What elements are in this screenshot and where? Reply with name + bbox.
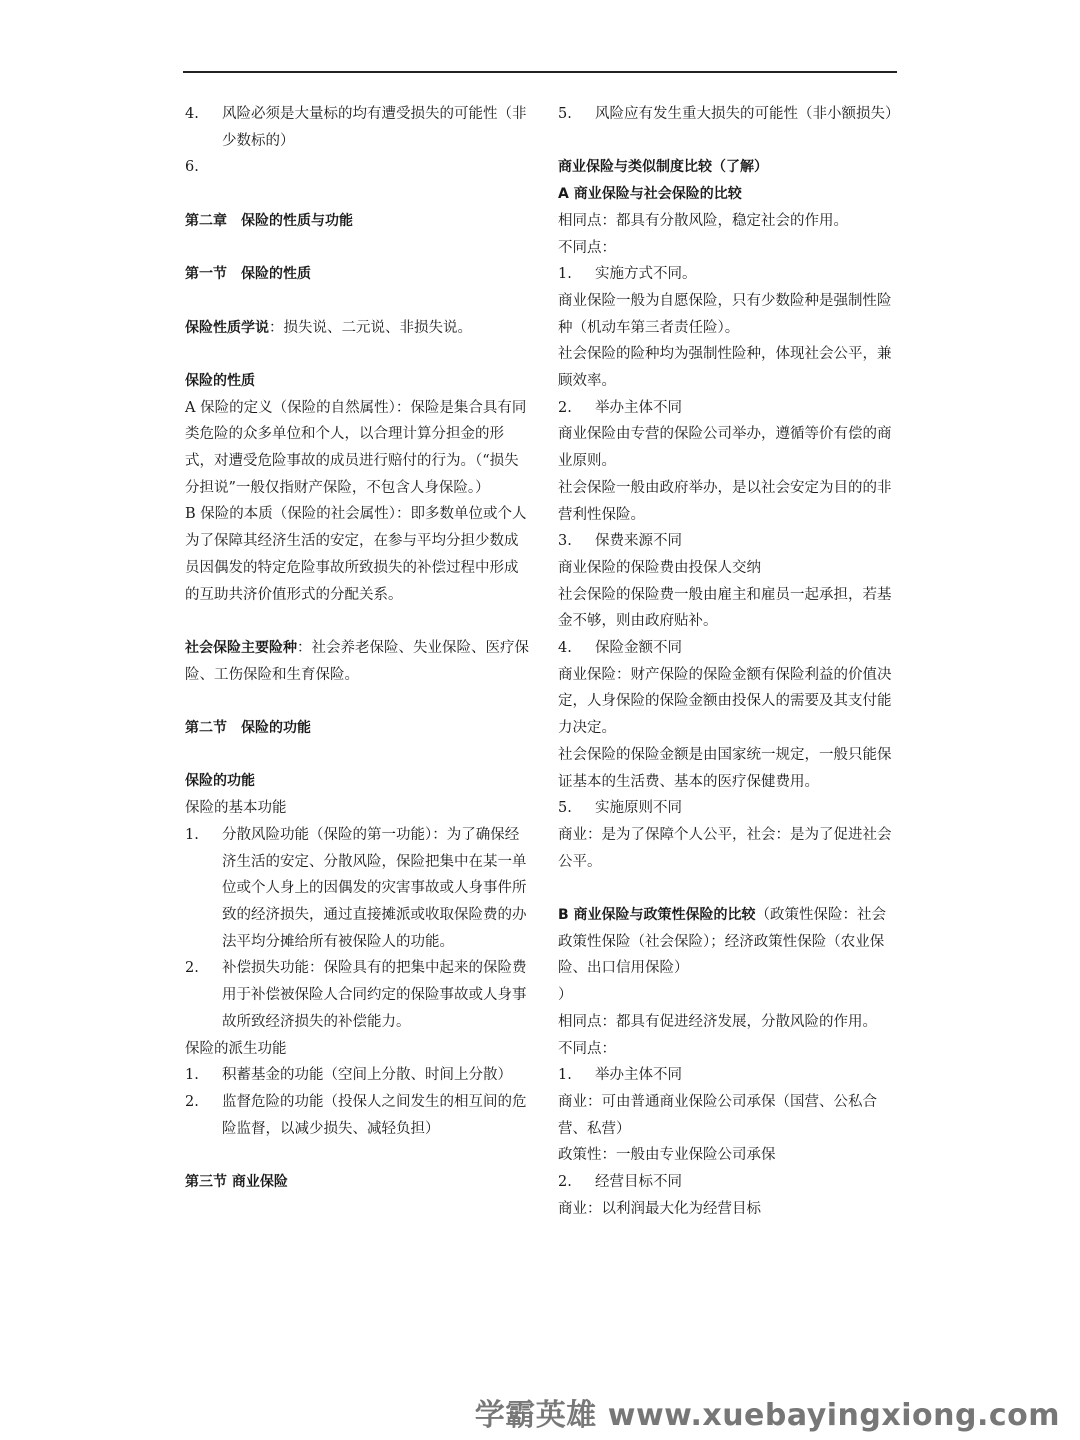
heading: 保险的功能	[185, 773, 255, 790]
list-item: 1. 实施方式不同。	[558, 266, 697, 283]
section-title: 第一节 保险的性质	[185, 266, 311, 283]
list-item: 6.	[185, 159, 199, 176]
list-item: 3. 保费来源不同	[558, 533, 682, 550]
paragraph: 不同点：	[558, 1040, 616, 1057]
header-rule	[183, 71, 897, 73]
list-item: 5. 风险应有发生重大损失的可能性（非小额损失）	[558, 106, 900, 122]
list-item: 1. 积蓄基金的功能（空间上分散、时间上分散）	[185, 1067, 512, 1084]
list-item: 2. 监督危险的功能（投保人之间发生的相互间的危险监督，以减少损失、减轻负担）	[185, 1093, 527, 1137]
paragraph: 相同点：都具有分散风险，稳定社会的作用。	[558, 212, 848, 229]
list-item: 2. 经营目标不同	[558, 1174, 682, 1191]
paragraph: B 商业保险与政策性保险的比较（政策性保险：社会政策性保险（社会保险）；经济政策性保险（农业保险、出口信用保险）	[558, 907, 887, 977]
paragraph: 商业：是为了保障个人公平，社会：是为了促进社会公平。	[558, 826, 892, 870]
list-item: 5. 实施原则不同	[558, 800, 682, 817]
chapter-title: 第二章 保险的性质与功能	[185, 212, 353, 229]
left-column	[185, 101, 530, 1196]
right-column	[558, 101, 900, 1223]
paragraph: B 保险的本质（保险的社会属性）：即多数单位或个人为了保障其经济生活的安定，在参与平均分担少数成员因偶发的特定危险事故所致损失的补偿过程中形成的互助共济价值形式的分配关系。	[185, 506, 527, 603]
paragraph: 商业保险：财产保险的保险金额有保险利益的价值决定，人身保险的保险金额由投保人的需要及其支付能力决定。	[558, 666, 892, 737]
list-item: 2. 补偿损失功能：保险具有的把集中起来的保险费用于补偿被保险人合同约定的保险事故或人身事故所致经济损失的补偿能力。	[185, 960, 527, 1030]
paragraph: 保险性质学说：损失说、二元说、非损失说。	[185, 319, 472, 336]
paragraph: 商业保险的保险费由投保人交纳	[558, 559, 761, 576]
paragraph: 社会保险的保险金额是由国家统一规定，一般只能保证基本的生活费、基本的医疗保健费用。	[558, 746, 892, 790]
paragraph: 商业：可由普通商业保险公司承保（国营、公私合营、私营）	[558, 1093, 877, 1137]
list-item: 1. 分散风险功能（保险的第一功能）：为了确保经济生活的安定、分散风险，保险把集中在某一单位或个人身上的因偶发的灾害事故或人身事件所致的经济损失，通过直接摊派或收取保险费的办法平均分摊给所有被保险人的功能。	[185, 826, 527, 950]
section-title: 第三节 商业保险	[185, 1174, 288, 1190]
list-item: 2. 举办主体不同	[558, 399, 682, 416]
paragraph: 保险的基本功能	[185, 800, 287, 817]
paragraph: 社会保险的险种均为强制性险种，体现社会公平，兼顾效率。	[558, 346, 892, 390]
paragraph: 社会保险的保险费一般由雇主和雇员一起承担，若基金不够，则由政府贴补。	[558, 586, 892, 630]
paragraph: 商业：以利润最大化为经营目标	[558, 1200, 761, 1217]
heading: 商业保险与类似制度比较（了解）	[558, 159, 768, 176]
paragraph: 保险的派生功能	[185, 1040, 287, 1057]
paragraph: 相同点：都具有促进经济发展，分散风险的作用。	[558, 1013, 877, 1030]
list-item: 4. 保险金额不同	[558, 640, 682, 657]
list-item: 1. 举办主体不同	[558, 1067, 682, 1084]
paragraph: 社会保险一般由政府举办，是以社会安定为目的的非营利性保险。	[558, 479, 892, 523]
paragraph: A 保险的定义（保险的自然属性）：保险是集合具有同类危险的众多单位和个人，以合理计算分担金的形式，对遭受危险事故的成员进行赔付的行为。（“损失分担说”一般仅指财产保险，不包含人身保险。）	[185, 399, 527, 496]
paragraph: 商业保险由专营的保险公司举办，遵循等价有偿的商业原则。	[558, 426, 892, 470]
heading: 保险的性质	[185, 372, 255, 389]
heading: A 商业保险与社会保险的比较	[558, 186, 742, 203]
section-title: 第二节 保险的功能	[185, 720, 311, 737]
paragraph: 政策性：一般由专业保险公司承保	[558, 1147, 776, 1164]
paragraph: ）	[558, 987, 573, 1004]
watermark: 学霸英雄 www.xuebayingxiong.com	[474, 1398, 1060, 1433]
paragraph: 社会保险主要险种：社会养老保险、失业保险、医疗保险、工伤保险和生育保险。	[185, 639, 529, 683]
list-item: 4. 风险必须是大量标的均有遭受损失的可能性（非少数标的）	[185, 106, 527, 149]
paragraph: 不同点：	[558, 239, 616, 256]
paragraph: 商业保险一般为自愿保险，只有少数险种是强制性险种（机动车第三者责任险）。	[558, 292, 892, 336]
